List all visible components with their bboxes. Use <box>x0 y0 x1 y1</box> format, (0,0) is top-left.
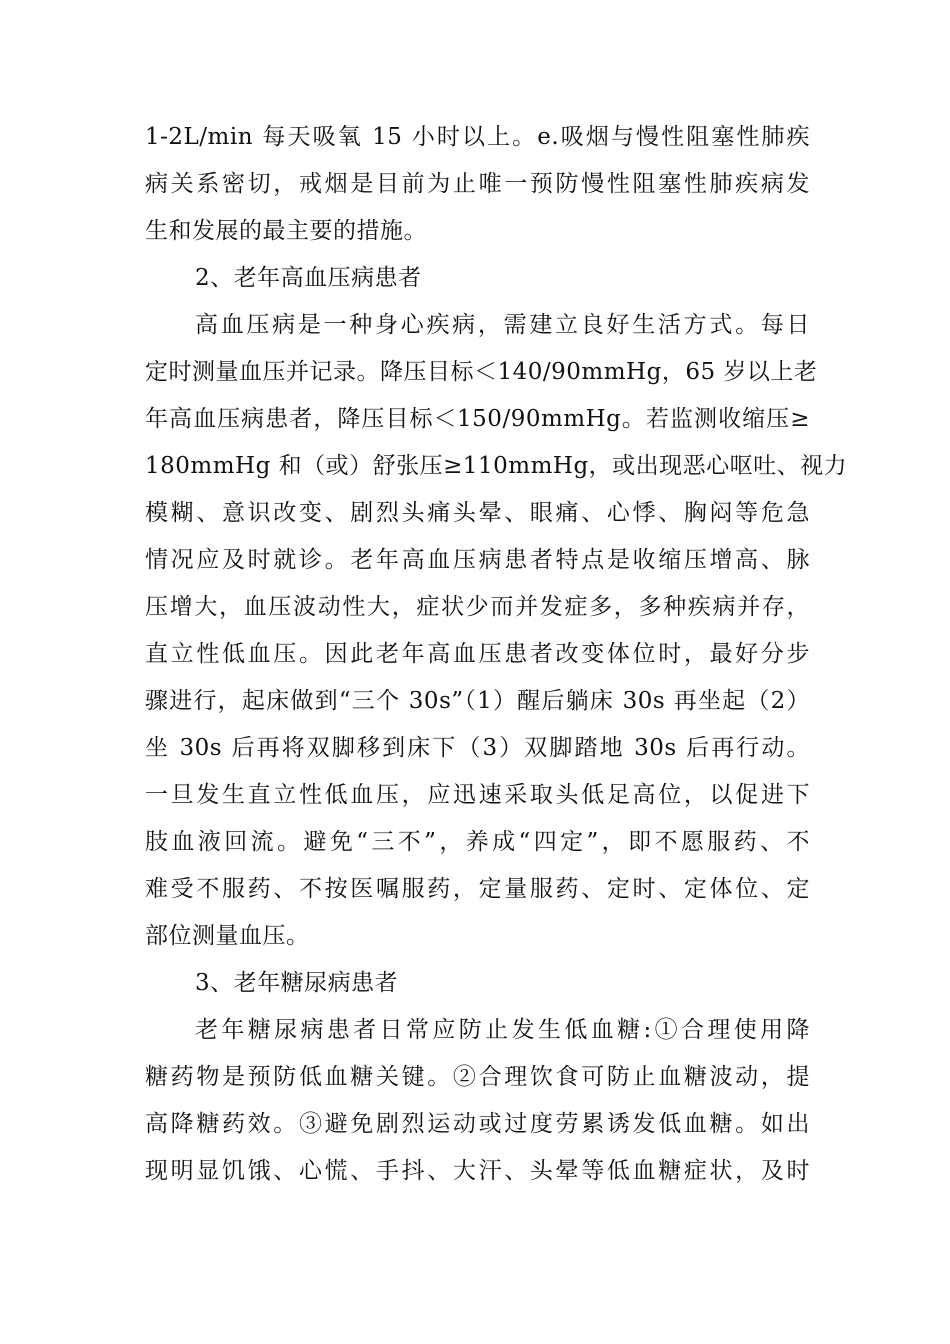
text-line: 180mmHg 和（或）舒张压≥110mmHg，或出现恶心呕吐、视力 <box>145 453 848 479</box>
text-line: 模糊、意识改变、剧烈头痛头晕、眼痛、心悸、胸闷等危急 <box>145 500 810 526</box>
text-line: 高血压病是一种身心疾病，需建立良好生活方式。每日 <box>195 312 810 338</box>
text-line: 一旦发生直立性低血压，应迅速采取头低足高位，以促进下 <box>145 782 810 808</box>
text-line: 定时测量血压并记录。降压目标＜140/90mmHg，65 岁以上老 <box>145 359 818 385</box>
text-line: 高降糖药效。③避免剧烈运动或过度劳累诱发低血糖。如出 <box>145 1111 810 1137</box>
text-line: 压增大，血压波动性大，症状少而并发症多，多种疾病并存， <box>145 594 810 620</box>
text-line: 难受不服药、不按医嘱服药，定量服药、定时、定体位、定 <box>145 876 810 902</box>
text-line: 坐 30s 后再将双脚移到床下（3）双脚踏地 30s 后再行动。 <box>145 735 810 761</box>
text-line: 1-2L/min 每天吸氧 15 小时以上。e.吸烟与慢性阻塞性肺疾 <box>145 124 810 150</box>
text-line: 肢血液回流。避免“三不”，养成“四定”，即不愿服药、不 <box>145 829 810 855</box>
text-line: 现明显饥饿、心慌、手抖、大汗、头晕等低血糖症状，及时 <box>145 1158 810 1184</box>
text-line: 病关系密切，戒烟是目前为止唯一预防慢性阻塞性肺疾病发 <box>145 171 810 197</box>
section-heading: 3、老年糖尿病患者 <box>195 970 399 996</box>
text-line: 部位测量血压。 <box>145 923 310 949</box>
text-line: 直立性低血压。因此老年高血压患者改变体位时，最好分步 <box>145 641 810 667</box>
text-line: 年高血压病患者，降压目标＜150/90mmHg。若监测收缩压≥ <box>145 406 810 432</box>
text-line: 骤进行，起床做到“三个 30s”（1）醒后躺床 30s 再坐起（2） <box>145 688 810 714</box>
text-line: 糖药物是预防低血糖关键。②合理饮食可防止血糖波动，提 <box>145 1064 810 1090</box>
text-line: 情况应及时就诊。老年高血压病患者特点是收缩压增高、脉 <box>145 547 810 573</box>
section-heading: 2、老年高血压病患者 <box>195 265 422 291</box>
text-line: 老年糖尿病患者日常应防止发生低血糖:①合理使用降 <box>195 1017 810 1043</box>
text-line: 生和发展的最主要的措施。 <box>145 218 427 244</box>
